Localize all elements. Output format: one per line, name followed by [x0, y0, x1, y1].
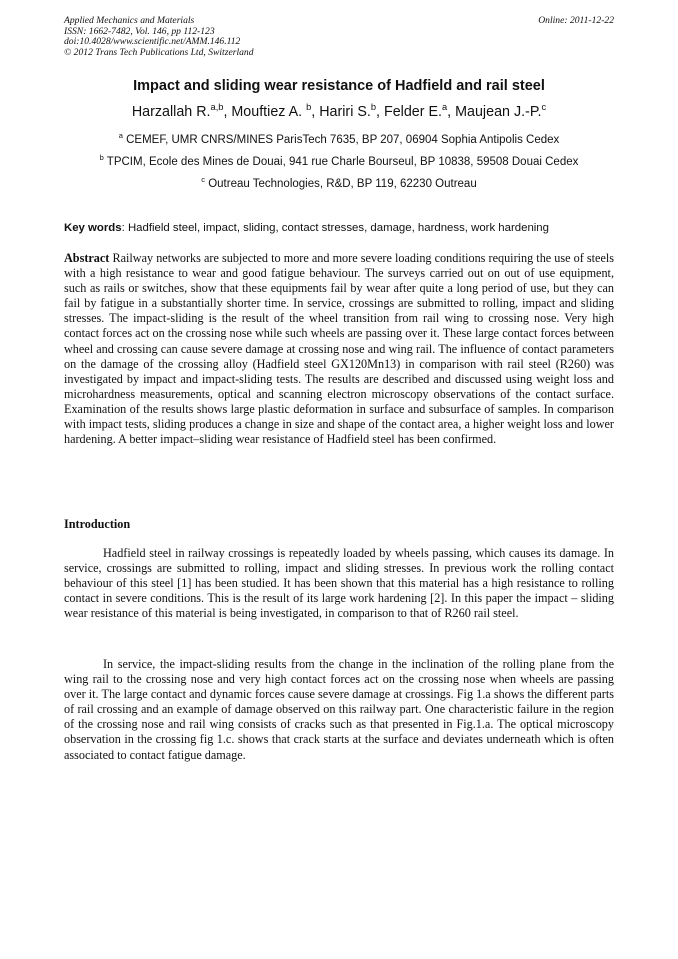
author-sep: , [447, 104, 456, 120]
author-name: Mouftiez A. [231, 104, 307, 120]
journal-header [64, 16, 614, 58]
keywords-label: Key words [64, 222, 122, 234]
author [319, 104, 384, 120]
author [455, 104, 546, 120]
affil-mark: a [118, 131, 123, 141]
doi: doi:10.4028/www.scientific.net/AMM.146.112 [64, 36, 241, 48]
author-name: Harzallah R. [131, 104, 211, 120]
journal-name: Applied Mechanics and Materials [64, 15, 195, 26]
author-affil-mark: b [306, 102, 312, 113]
author-affil-mark: b [370, 102, 377, 113]
intro-paragraph-text: Hadfield steel in railway crossings is repeatedly loaded by wheels passing, which causes its damage. In service, crossings are submitted to rolling, impact and sliding stresses. In previous work the rolling contact behaviour of this steel [1] has been studied. It has been shown that this material has a high resistance to rolling contact in severe conditions. This is the result of its large work hardening [2]. In this paper the impact – sliding wear resistance of this material is being investigated, in comparison to that of R260 rail steel. [64, 546, 614, 621]
author [231, 104, 319, 120]
abstract [64, 251, 614, 447]
author-sep: , [311, 104, 320, 120]
author-name: Felder E. [383, 104, 442, 120]
affiliation-c [0, 175, 678, 190]
intro-paragraph-text: In service, the impact-sliding results from the change in the inclination of the rolling plane from the wing rail to the crossing nose and very high contact forces act on the crossing nose when wheels are passing over it. The large contact and dynamic forces cause severe damage at crossings. Fig 1.a shows the different parts of rail crossing and an example of damage observed on this railway part. One characteristic failure in the region of the crossing nose and rail wing consists of cracks such as that presented in Fig.1.a. The optical microscopy observation in the crossing fig 1.c. shows that crack starts at the surface and deviates underneath which is often associated to contact fatigue damage. [64, 657, 614, 762]
author-affil-mark: c [541, 102, 547, 113]
section-heading-introduction: Introduction [64, 517, 131, 531]
author-sep: , [223, 104, 232, 120]
affil-text: CEMEF, UMR CNRS/MINES ParisTech 7635, BP 207, 06904 Sophia Antipolis Cedex [126, 134, 560, 146]
affiliation-a [0, 131, 678, 146]
author-sep: , [376, 104, 384, 120]
keywords [64, 222, 614, 234]
abstract-text: Railway networks are subjected to more and more severe loading conditions requiring the use of steels with a high resistance to wear and good fatigue behaviour. The surveys carried out on out of use equipment, such as rails or switches, show that these equipments fail by wear after quite a long period of use, but they can fail by fatigue in a substantially shorter time. In service, crossings are submitted to rolling, impact and sliding stresses. The impact-sliding is the result of the wheel transition from rail wing to crossing nose. Very high contact forces act on the crossing nose while such wheels are passing over it. These large contact forces between wheel and crossing can cause severe damage at crossing nose and wing rail. The influence of contact parameters on the damage of the crossing alloy (Hadfield steel GX120Mn13) in comparison with rail steel (R260) was investigated by impact and impact-sliding tests. The results are described and discussed using weight loss and microhardness measurements, optical and scanning electron microscopy observations of the contact surface. Examination of the results shows large plastic deformation in surface and subsurface of samples. In comparison with impact tests, sliding produces a change in size and shape of the contact area, a higher weight loss and lower hardening. A better impact–sliding wear resistance of Hadfield steel has been confirmed. [64, 251, 615, 447]
paper-title: Impact and sliding wear resistance of Hadfield and rail steel [133, 78, 545, 94]
intro-paragraph [64, 657, 614, 763]
affil-text: TPCIM, Ecole des Mines de Douai, 941 rue Charle Bourseul, BP 10838, 59508 Douai Cedex [106, 156, 579, 168]
author-affil-mark: a [442, 102, 448, 113]
affil-mark: b [99, 153, 104, 163]
affil-mark: c [201, 175, 205, 185]
author-name: Hariri S. [319, 104, 371, 120]
author-list [0, 104, 678, 120]
copyright: © 2012 Trans Tech Publications Ltd, Switzerland [64, 46, 254, 58]
author-name: Maujean J.-P. [455, 104, 542, 120]
author-affil-mark: a,b [210, 102, 224, 113]
issn: ISSN: 1662-7482, Vol. 146, pp 112-123 [64, 25, 215, 37]
affiliation-b [0, 153, 678, 168]
keywords-text: : Hadfield steel, impact, sliding, contact stresses, damage, hardness, work hardening [121, 222, 549, 234]
abstract-label: Abstract [64, 251, 110, 265]
affil-text: Outreau Technologies, R&D, BP 119, 62230 Outreau [208, 178, 477, 190]
intro-paragraph [64, 546, 614, 621]
author [132, 104, 232, 120]
author [384, 104, 455, 120]
online-date: Online: 2011-12-22 [538, 15, 614, 26]
